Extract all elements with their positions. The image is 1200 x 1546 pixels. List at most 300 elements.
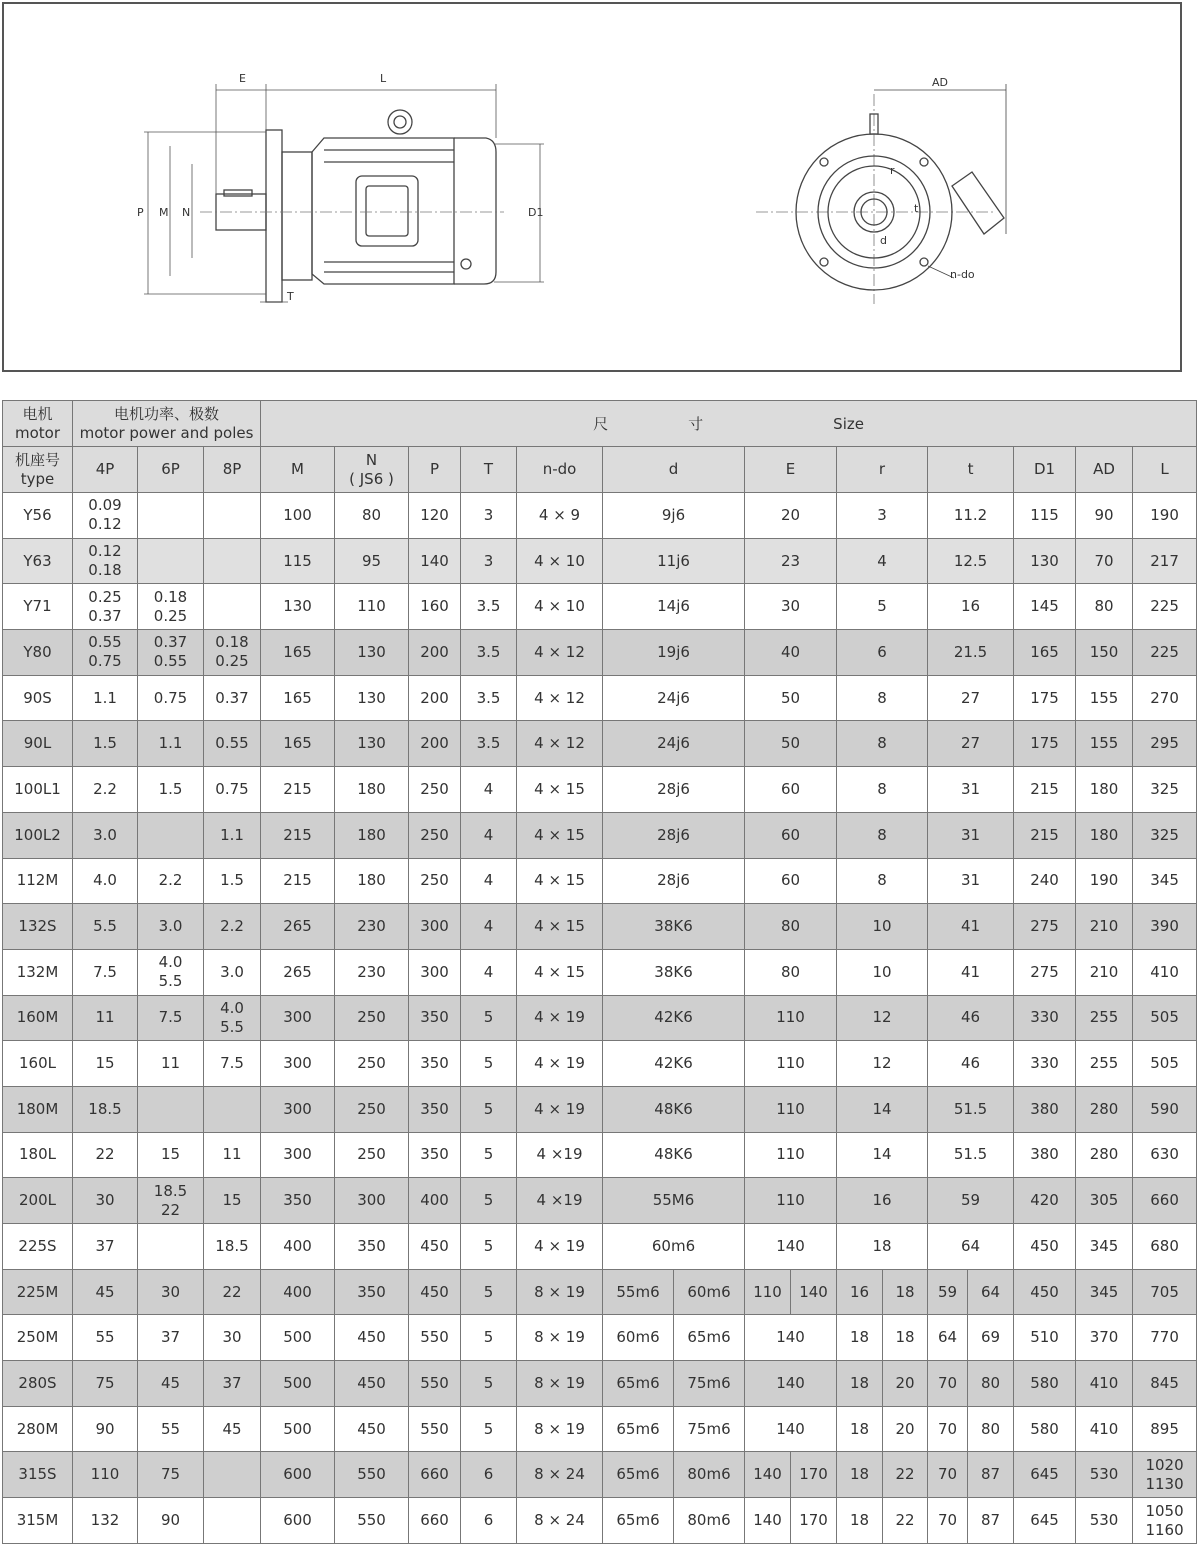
e-cell: 140 bbox=[745, 1498, 791, 1544]
l-cell: 630 bbox=[1133, 1132, 1197, 1178]
t-cell: 5 bbox=[461, 1406, 517, 1452]
power-6p-cell: 3.0 bbox=[138, 904, 204, 950]
motor-drawing-svg bbox=[4, 4, 1184, 374]
power-8p-cell: 11 bbox=[204, 1132, 261, 1178]
t-key-cell: 46 bbox=[928, 1041, 1014, 1087]
ad-cell: 155 bbox=[1076, 675, 1133, 721]
d1-cell: 580 bbox=[1014, 1406, 1076, 1452]
t-key-cell: 87 bbox=[968, 1498, 1014, 1544]
ad-cell: 280 bbox=[1076, 1132, 1133, 1178]
e-cell: 110 bbox=[745, 1041, 837, 1087]
t-key-cell: 41 bbox=[928, 904, 1014, 950]
ndo-cell: 4 × 19 bbox=[517, 1041, 603, 1087]
d1-cell: 275 bbox=[1014, 949, 1076, 995]
d-cell: 80m6 bbox=[674, 1452, 745, 1498]
header-r: r bbox=[837, 447, 928, 493]
r-cell: 14 bbox=[837, 1086, 928, 1132]
dimension-drawing bbox=[2, 2, 1182, 372]
e-cell: 140 bbox=[745, 1406, 837, 1452]
e-cell: 170 bbox=[791, 1452, 837, 1498]
t-key-cell: 59 bbox=[928, 1269, 968, 1315]
t-key-cell: 64 bbox=[968, 1269, 1014, 1315]
power-6p-cell: 11 bbox=[138, 1041, 204, 1087]
e-cell: 30 bbox=[745, 584, 837, 630]
r-cell: 18 bbox=[837, 1452, 883, 1498]
d-cell: 65m6 bbox=[603, 1498, 674, 1544]
type-cell: 90L bbox=[3, 721, 73, 767]
table-row bbox=[3, 1361, 1197, 1407]
power-4p-cell: 75 bbox=[73, 1361, 138, 1407]
header-6p: 6P bbox=[138, 447, 204, 493]
n-cell: 130 bbox=[335, 630, 409, 676]
ndo-cell: 4 × 15 bbox=[517, 767, 603, 813]
e-cell: 23 bbox=[745, 538, 837, 584]
header-ad: AD bbox=[1076, 447, 1133, 493]
table-row bbox=[3, 1406, 1197, 1452]
m-cell: 300 bbox=[261, 1086, 335, 1132]
ndo-cell: 4 × 15 bbox=[517, 904, 603, 950]
header-type: 机座号 type bbox=[3, 447, 73, 493]
type-cell: 250M bbox=[3, 1315, 73, 1361]
t-cell: 5 bbox=[461, 1086, 517, 1132]
t-cell: 5 bbox=[461, 1132, 517, 1178]
table-row bbox=[3, 538, 1197, 584]
d-cell: 75m6 bbox=[674, 1406, 745, 1452]
l-cell: 217 bbox=[1133, 538, 1197, 584]
t-key-cell: 41 bbox=[928, 949, 1014, 995]
label-n: N bbox=[182, 206, 191, 219]
t-key-cell: 80 bbox=[968, 1361, 1014, 1407]
power-6p-cell bbox=[138, 538, 204, 584]
power-4p-cell: 0.25 0.37 bbox=[73, 584, 138, 630]
t-cell: 6 bbox=[461, 1452, 517, 1498]
header-p: P bbox=[409, 447, 461, 493]
power-4p-cell: 37 bbox=[73, 1224, 138, 1270]
t-cell: 5 bbox=[461, 1224, 517, 1270]
l-cell: 410 bbox=[1133, 949, 1197, 995]
label-t-side: T bbox=[287, 290, 294, 303]
label-n-do: n-do bbox=[950, 268, 975, 281]
power-8p-cell bbox=[204, 1086, 261, 1132]
type-cell: 160M bbox=[3, 995, 73, 1041]
n-cell: 350 bbox=[335, 1224, 409, 1270]
p-cell: 250 bbox=[409, 812, 461, 858]
e-cell: 140 bbox=[745, 1361, 837, 1407]
t-cell: 3 bbox=[461, 493, 517, 539]
l-cell: 895 bbox=[1133, 1406, 1197, 1452]
l-cell: 660 bbox=[1133, 1178, 1197, 1224]
p-cell: 250 bbox=[409, 858, 461, 904]
ad-cell: 410 bbox=[1076, 1361, 1133, 1407]
d1-cell: 450 bbox=[1014, 1269, 1076, 1315]
p-cell: 450 bbox=[409, 1224, 461, 1270]
ndo-cell: 4 × 12 bbox=[517, 675, 603, 721]
d-cell: 11j6 bbox=[603, 538, 745, 584]
m-cell: 165 bbox=[261, 630, 335, 676]
label-d1: D1 bbox=[528, 206, 544, 219]
type-cell: 180M bbox=[3, 1086, 73, 1132]
power-4p-cell: 22 bbox=[73, 1132, 138, 1178]
ndo-cell: 4 × 10 bbox=[517, 538, 603, 584]
d-cell: 48K6 bbox=[603, 1086, 745, 1132]
m-cell: 600 bbox=[261, 1498, 335, 1544]
power-8p-cell: 2.2 bbox=[204, 904, 261, 950]
r-cell: 16 bbox=[837, 1178, 928, 1224]
power-4p-cell: 2.2 bbox=[73, 767, 138, 813]
table-row bbox=[3, 1086, 1197, 1132]
table-row bbox=[3, 1269, 1197, 1315]
d-cell: 24j6 bbox=[603, 675, 745, 721]
power-4p-cell: 55 bbox=[73, 1315, 138, 1361]
power-8p-cell bbox=[204, 1452, 261, 1498]
header-n: N ( JS6 ) bbox=[335, 447, 409, 493]
power-6p-cell bbox=[138, 493, 204, 539]
d1-cell: 130 bbox=[1014, 538, 1076, 584]
ndo-cell: 4 × 15 bbox=[517, 812, 603, 858]
e-cell: 20 bbox=[745, 493, 837, 539]
l-cell: 770 bbox=[1133, 1315, 1197, 1361]
power-8p-cell: 37 bbox=[204, 1361, 261, 1407]
n-cell: 230 bbox=[335, 949, 409, 995]
t-key-cell: 69 bbox=[968, 1315, 1014, 1361]
p-cell: 550 bbox=[409, 1361, 461, 1407]
label-d: d bbox=[880, 234, 887, 247]
r-cell: 22 bbox=[883, 1452, 928, 1498]
e-cell: 140 bbox=[745, 1452, 791, 1498]
r-cell: 8 bbox=[837, 721, 928, 767]
t-key-cell: 11.2 bbox=[928, 493, 1014, 539]
power-6p-cell: 4.0 5.5 bbox=[138, 949, 204, 995]
t-key-cell: 46 bbox=[928, 995, 1014, 1041]
power-8p-cell bbox=[204, 584, 261, 630]
p-cell: 160 bbox=[409, 584, 461, 630]
n-cell: 130 bbox=[335, 721, 409, 767]
power-4p-cell: 15 bbox=[73, 1041, 138, 1087]
e-cell: 140 bbox=[745, 1315, 837, 1361]
n-cell: 95 bbox=[335, 538, 409, 584]
table-row bbox=[3, 675, 1197, 721]
t-cell: 3.5 bbox=[461, 630, 517, 676]
power-4p-cell: 4.0 bbox=[73, 858, 138, 904]
l-cell: 680 bbox=[1133, 1224, 1197, 1270]
t-key-cell: 31 bbox=[928, 767, 1014, 813]
ad-cell: 70 bbox=[1076, 538, 1133, 584]
label-t: t bbox=[914, 202, 919, 215]
m-cell: 165 bbox=[261, 721, 335, 767]
t-cell: 5 bbox=[461, 995, 517, 1041]
type-cell: 315M bbox=[3, 1498, 73, 1544]
ndo-cell: 4 × 12 bbox=[517, 630, 603, 676]
type-cell: Y56 bbox=[3, 493, 73, 539]
power-6p-cell: 0.37 0.55 bbox=[138, 630, 204, 676]
d1-cell: 145 bbox=[1014, 584, 1076, 630]
label-r: r bbox=[890, 164, 895, 177]
m-cell: 600 bbox=[261, 1452, 335, 1498]
power-6p-cell bbox=[138, 812, 204, 858]
e-cell: 110 bbox=[745, 995, 837, 1041]
r-cell: 8 bbox=[837, 675, 928, 721]
power-8p-cell: 3.0 bbox=[204, 949, 261, 995]
power-4p-cell: 132 bbox=[73, 1498, 138, 1544]
p-cell: 300 bbox=[409, 949, 461, 995]
r-cell: 14 bbox=[837, 1132, 928, 1178]
t-key-cell: 31 bbox=[928, 858, 1014, 904]
type-cell: 280M bbox=[3, 1406, 73, 1452]
r-cell: 18 bbox=[837, 1315, 883, 1361]
ndo-cell: 8 × 24 bbox=[517, 1452, 603, 1498]
m-cell: 500 bbox=[261, 1406, 335, 1452]
table-row bbox=[3, 995, 1197, 1041]
r-cell: 20 bbox=[883, 1361, 928, 1407]
n-cell: 350 bbox=[335, 1269, 409, 1315]
d1-cell: 450 bbox=[1014, 1224, 1076, 1270]
l-cell: 1020 1130 bbox=[1133, 1452, 1197, 1498]
table-row bbox=[3, 1315, 1197, 1361]
d1-cell: 240 bbox=[1014, 858, 1076, 904]
d-cell: 65m6 bbox=[603, 1406, 674, 1452]
t-key-cell: 64 bbox=[928, 1224, 1014, 1270]
r-cell: 8 bbox=[837, 858, 928, 904]
type-cell: Y80 bbox=[3, 630, 73, 676]
power-6p-cell: 90 bbox=[138, 1498, 204, 1544]
t-cell: 5 bbox=[461, 1178, 517, 1224]
r-cell: 18 bbox=[837, 1498, 883, 1544]
t-cell: 3.5 bbox=[461, 675, 517, 721]
power-8p-cell: 45 bbox=[204, 1406, 261, 1452]
power-6p-cell: 1.5 bbox=[138, 767, 204, 813]
t-key-cell: 27 bbox=[928, 721, 1014, 767]
e-cell: 110 bbox=[745, 1086, 837, 1132]
ad-cell: 150 bbox=[1076, 630, 1133, 676]
p-cell: 350 bbox=[409, 1132, 461, 1178]
l-cell: 270 bbox=[1133, 675, 1197, 721]
n-cell: 300 bbox=[335, 1178, 409, 1224]
n-cell: 180 bbox=[335, 858, 409, 904]
power-4p-cell: 30 bbox=[73, 1178, 138, 1224]
t-cell: 4 bbox=[461, 949, 517, 995]
l-cell: 505 bbox=[1133, 1041, 1197, 1087]
table-row bbox=[3, 630, 1197, 676]
r-cell: 18 bbox=[883, 1315, 928, 1361]
t-key-cell: 31 bbox=[928, 812, 1014, 858]
m-cell: 165 bbox=[261, 675, 335, 721]
m-cell: 215 bbox=[261, 858, 335, 904]
power-4p-cell: 0.55 0.75 bbox=[73, 630, 138, 676]
n-cell: 180 bbox=[335, 767, 409, 813]
r-cell: 22 bbox=[883, 1498, 928, 1544]
d-cell: 60m6 bbox=[603, 1224, 745, 1270]
table-row bbox=[3, 767, 1197, 813]
table-row bbox=[3, 812, 1197, 858]
d-cell: 19j6 bbox=[603, 630, 745, 676]
type-cell: 160L bbox=[3, 1041, 73, 1087]
type-cell: Y63 bbox=[3, 538, 73, 584]
e-cell: 110 bbox=[745, 1269, 791, 1315]
p-cell: 200 bbox=[409, 721, 461, 767]
header-d1: D1 bbox=[1014, 447, 1076, 493]
table-row bbox=[3, 1224, 1197, 1270]
t-key-cell: 70 bbox=[928, 1452, 968, 1498]
power-8p-cell bbox=[204, 493, 261, 539]
e-cell: 140 bbox=[745, 1224, 837, 1270]
power-4p-cell: 0.09 0.12 bbox=[73, 493, 138, 539]
r-cell: 10 bbox=[837, 949, 928, 995]
d-cell: 42K6 bbox=[603, 995, 745, 1041]
r-cell: 5 bbox=[837, 584, 928, 630]
ad-cell: 210 bbox=[1076, 904, 1133, 950]
d-cell: 28j6 bbox=[603, 858, 745, 904]
r-cell: 16 bbox=[837, 1269, 883, 1315]
d1-cell: 215 bbox=[1014, 767, 1076, 813]
power-6p-cell: 55 bbox=[138, 1406, 204, 1452]
d-cell: 80m6 bbox=[674, 1498, 745, 1544]
ndo-cell: 4 × 19 bbox=[517, 1086, 603, 1132]
l-cell: 325 bbox=[1133, 767, 1197, 813]
n-cell: 80 bbox=[335, 493, 409, 539]
m-cell: 500 bbox=[261, 1361, 335, 1407]
power-6p-cell: 18.5 22 bbox=[138, 1178, 204, 1224]
e-cell: 60 bbox=[745, 812, 837, 858]
d1-cell: 510 bbox=[1014, 1315, 1076, 1361]
e-cell: 110 bbox=[745, 1178, 837, 1224]
type-cell: 100L2 bbox=[3, 812, 73, 858]
r-cell: 18 bbox=[883, 1269, 928, 1315]
header-e: E bbox=[745, 447, 837, 493]
m-cell: 115 bbox=[261, 538, 335, 584]
power-4p-cell: 0.12 0.18 bbox=[73, 538, 138, 584]
power-8p-cell: 4.0 5.5 bbox=[204, 995, 261, 1041]
r-cell: 3 bbox=[837, 493, 928, 539]
ad-cell: 180 bbox=[1076, 767, 1133, 813]
t-cell: 4 bbox=[461, 858, 517, 904]
ad-cell: 305 bbox=[1076, 1178, 1133, 1224]
r-cell: 6 bbox=[837, 630, 928, 676]
header-m: M bbox=[261, 447, 335, 493]
m-cell: 100 bbox=[261, 493, 335, 539]
p-cell: 300 bbox=[409, 904, 461, 950]
ad-cell: 255 bbox=[1076, 995, 1133, 1041]
header-t-key: t bbox=[928, 447, 1014, 493]
power-8p-cell: 30 bbox=[204, 1315, 261, 1361]
ad-cell: 370 bbox=[1076, 1315, 1133, 1361]
ad-cell: 90 bbox=[1076, 493, 1133, 539]
p-cell: 660 bbox=[409, 1498, 461, 1544]
r-cell: 12 bbox=[837, 995, 928, 1041]
n-cell: 130 bbox=[335, 675, 409, 721]
p-cell: 250 bbox=[409, 767, 461, 813]
d1-cell: 645 bbox=[1014, 1452, 1076, 1498]
power-8p-cell: 0.18 0.25 bbox=[204, 630, 261, 676]
d1-cell: 330 bbox=[1014, 995, 1076, 1041]
p-cell: 350 bbox=[409, 1041, 461, 1087]
p-cell: 550 bbox=[409, 1406, 461, 1452]
power-4p-cell: 1.1 bbox=[73, 675, 138, 721]
r-cell: 18 bbox=[837, 1406, 883, 1452]
d1-cell: 175 bbox=[1014, 721, 1076, 767]
t-key-cell: 12.5 bbox=[928, 538, 1014, 584]
e-cell: 60 bbox=[745, 858, 837, 904]
d1-cell: 645 bbox=[1014, 1498, 1076, 1544]
power-8p-cell: 15 bbox=[204, 1178, 261, 1224]
power-8p-cell bbox=[204, 1498, 261, 1544]
power-4p-cell: 90 bbox=[73, 1406, 138, 1452]
l-cell: 325 bbox=[1133, 812, 1197, 858]
ndo-cell: 4 ×19 bbox=[517, 1132, 603, 1178]
ad-cell: 80 bbox=[1076, 584, 1133, 630]
power-4p-cell: 18.5 bbox=[73, 1086, 138, 1132]
m-cell: 400 bbox=[261, 1269, 335, 1315]
r-cell: 4 bbox=[837, 538, 928, 584]
power-4p-cell: 1.5 bbox=[73, 721, 138, 767]
d1-cell: 380 bbox=[1014, 1086, 1076, 1132]
power-8p-cell: 7.5 bbox=[204, 1041, 261, 1087]
d-cell: 75m6 bbox=[674, 1361, 745, 1407]
power-6p-cell: 7.5 bbox=[138, 995, 204, 1041]
n-cell: 550 bbox=[335, 1452, 409, 1498]
d1-cell: 275 bbox=[1014, 904, 1076, 950]
p-cell: 400 bbox=[409, 1178, 461, 1224]
power-8p-cell: 18.5 bbox=[204, 1224, 261, 1270]
power-4p-cell: 3.0 bbox=[73, 812, 138, 858]
power-6p-cell bbox=[138, 1086, 204, 1132]
d-cell: 48K6 bbox=[603, 1132, 745, 1178]
power-6p-cell: 37 bbox=[138, 1315, 204, 1361]
type-cell: 200L bbox=[3, 1178, 73, 1224]
d-cell: 9j6 bbox=[603, 493, 745, 539]
d-cell: 65m6 bbox=[603, 1361, 674, 1407]
type-cell: 315S bbox=[3, 1452, 73, 1498]
power-6p-cell: 2.2 bbox=[138, 858, 204, 904]
t-cell: 4 bbox=[461, 767, 517, 813]
table-row bbox=[3, 584, 1197, 630]
r-cell: 18 bbox=[837, 1224, 928, 1270]
t-cell: 4 bbox=[461, 812, 517, 858]
m-cell: 215 bbox=[261, 812, 335, 858]
t-key-cell: 16 bbox=[928, 584, 1014, 630]
n-cell: 250 bbox=[335, 1086, 409, 1132]
type-cell: 280S bbox=[3, 1361, 73, 1407]
ndo-cell: 4 × 15 bbox=[517, 949, 603, 995]
header-l: L bbox=[1133, 447, 1197, 493]
m-cell: 300 bbox=[261, 1132, 335, 1178]
d-cell: 38K6 bbox=[603, 949, 745, 995]
p-cell: 140 bbox=[409, 538, 461, 584]
d-cell: 55M6 bbox=[603, 1178, 745, 1224]
ad-cell: 345 bbox=[1076, 1269, 1133, 1315]
t-cell: 5 bbox=[461, 1269, 517, 1315]
type-cell: 90S bbox=[3, 675, 73, 721]
e-cell: 50 bbox=[745, 721, 837, 767]
type-cell: 132M bbox=[3, 949, 73, 995]
table-row bbox=[3, 493, 1197, 539]
m-cell: 300 bbox=[261, 995, 335, 1041]
e-cell: 50 bbox=[745, 675, 837, 721]
m-cell: 265 bbox=[261, 949, 335, 995]
header-power: 电机功率、极数 motor power and poles bbox=[73, 401, 261, 447]
ad-cell: 210 bbox=[1076, 949, 1133, 995]
t-cell: 6 bbox=[461, 1498, 517, 1544]
ad-cell: 155 bbox=[1076, 721, 1133, 767]
table-row bbox=[3, 1178, 1197, 1224]
t-cell: 4 bbox=[461, 904, 517, 950]
d-cell: 42K6 bbox=[603, 1041, 745, 1087]
ndo-cell: 8 × 19 bbox=[517, 1361, 603, 1407]
header-motor: 电机 motor bbox=[3, 401, 73, 447]
d-cell: 65m6 bbox=[603, 1452, 674, 1498]
ad-cell: 345 bbox=[1076, 1224, 1133, 1270]
power-6p-cell: 1.1 bbox=[138, 721, 204, 767]
t-cell: 3 bbox=[461, 538, 517, 584]
